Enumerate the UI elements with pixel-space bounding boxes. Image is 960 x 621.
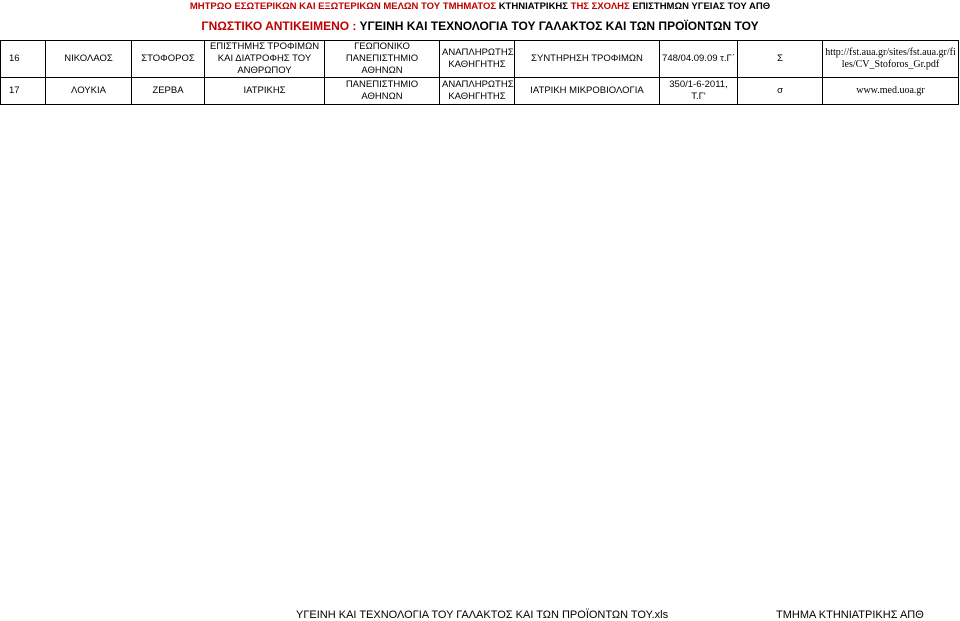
rank: ΑΝΑΠΛΗΡΩΤΗΣ ΚΑΘΗΓΗΤΗΣ — [440, 78, 515, 105]
fek: 350/1-6-2011, Τ.Γ' — [660, 78, 738, 105]
last-name: ΣΤΟΦΟΡΟΣ — [132, 41, 205, 78]
title-school: ΕΠΙΣΤΗΜΩΝ ΥΓΕΙΑΣ ΤΟΥ ΑΠΘ — [632, 1, 771, 12]
title-part-2: ΤΗΣ ΣΧΟΛΗΣ — [568, 1, 633, 12]
register-title — [0, 1, 960, 13]
field: ΣΥΝΤΗΡΗΣΗ ΤΡΟΦΙΜΩΝ — [515, 41, 660, 78]
row-number: 16 — [1, 41, 46, 78]
footer-department: ΤΜΗΜΑ ΚΤΗΝΙΑΤΡΙΚΗΣ ΑΠΘ — [776, 609, 924, 621]
member-type: Σ — [738, 41, 823, 78]
first-name: ΝΙΚΟΛΑΟΣ — [46, 41, 132, 78]
subject-label: ΓΝΩΣΤΙΚΟ ΑΝΤΙΚΕΙΜΕΝΟ : — [201, 19, 360, 33]
row-number: 17 — [1, 78, 46, 105]
cv-link[interactable]: http://fst.aua.gr/sites/fst.aua.gr/files/CV_Stoforos_Gr.pdf — [823, 41, 959, 78]
members-table — [0, 40, 959, 105]
subject-line — [0, 19, 960, 34]
first-name: ΛΟΥΚΙΑ — [46, 78, 132, 105]
rank: ΑΝΑΠΛΗΡΩΤΗΣ ΚΑΘΗΓΗΤΗΣ — [440, 41, 515, 78]
cv-link[interactable]: www.med.uoa.gr — [823, 78, 959, 105]
subject-name: ΥΓΕΙΝΗ ΚΑΙ ΤΕΧΝΟΛΟΓΙΑ ΤΟΥ ΓΑΛΑΚΤΟΣ ΚΑΙ ΤΩΝ ΠΡΟΪΟΝΤΩΝ ΤΟΥ — [359, 19, 759, 33]
fek: 748/04.09.09 τ.Γ΄ — [660, 41, 738, 78]
university: ΓΕΩΠΟΝΙΚΟ ΠΑΝΕΠΙΣΤΗΜΙΟ ΑΘΗΝΩΝ — [325, 41, 440, 78]
school: ΕΠΙΣΤΗΜΗΣ ΤΡΟΦΙΜΩΝ ΚΑΙ ΔΙΑΤΡΟΦΗΣ ΤΟΥ ΑΝΘΡΩΠΟΥ — [205, 41, 325, 78]
school: ΙΑΤΡΙΚΗΣ — [205, 78, 325, 105]
university: ΠΑΝΕΠΙΣΤΗΜΙΟ ΑΘΗΝΩΝ — [325, 78, 440, 105]
field: ΙΑΤΡΙΚΗ ΜΙΚΡΟΒΙΟΛΟΓΙΑ — [515, 78, 660, 105]
last-name: ΖΕΡΒΑ — [132, 78, 205, 105]
title-part-1: ΜΗΤΡΩΟ ΕΣΩΤΕΡΙΚΩΝ ΚΑΙ ΕΞΩΤΕΡΙΚΩΝ ΜΕΛΩΝ ΤΟΥ ΤΜΗΜΑΤΟΣ — [189, 1, 499, 12]
member-type: σ — [738, 78, 823, 105]
footer-filename: ΥΓΕΙΝΗ ΚΑΙ ΤΕΧΝΟΛΟΓΙΑ ΤΟΥ ΓΑΛΑΚΤΟΣ ΚΑΙ ΤΩΝ ΠΡΟΪΟΝΤΩΝ ΤΟΥ.xls — [296, 609, 669, 621]
table-row — [1, 78, 959, 105]
title-department: ΚΤΗΝΙΑΤΡΙΚΗΣ — [498, 1, 568, 12]
table-row — [1, 41, 959, 78]
